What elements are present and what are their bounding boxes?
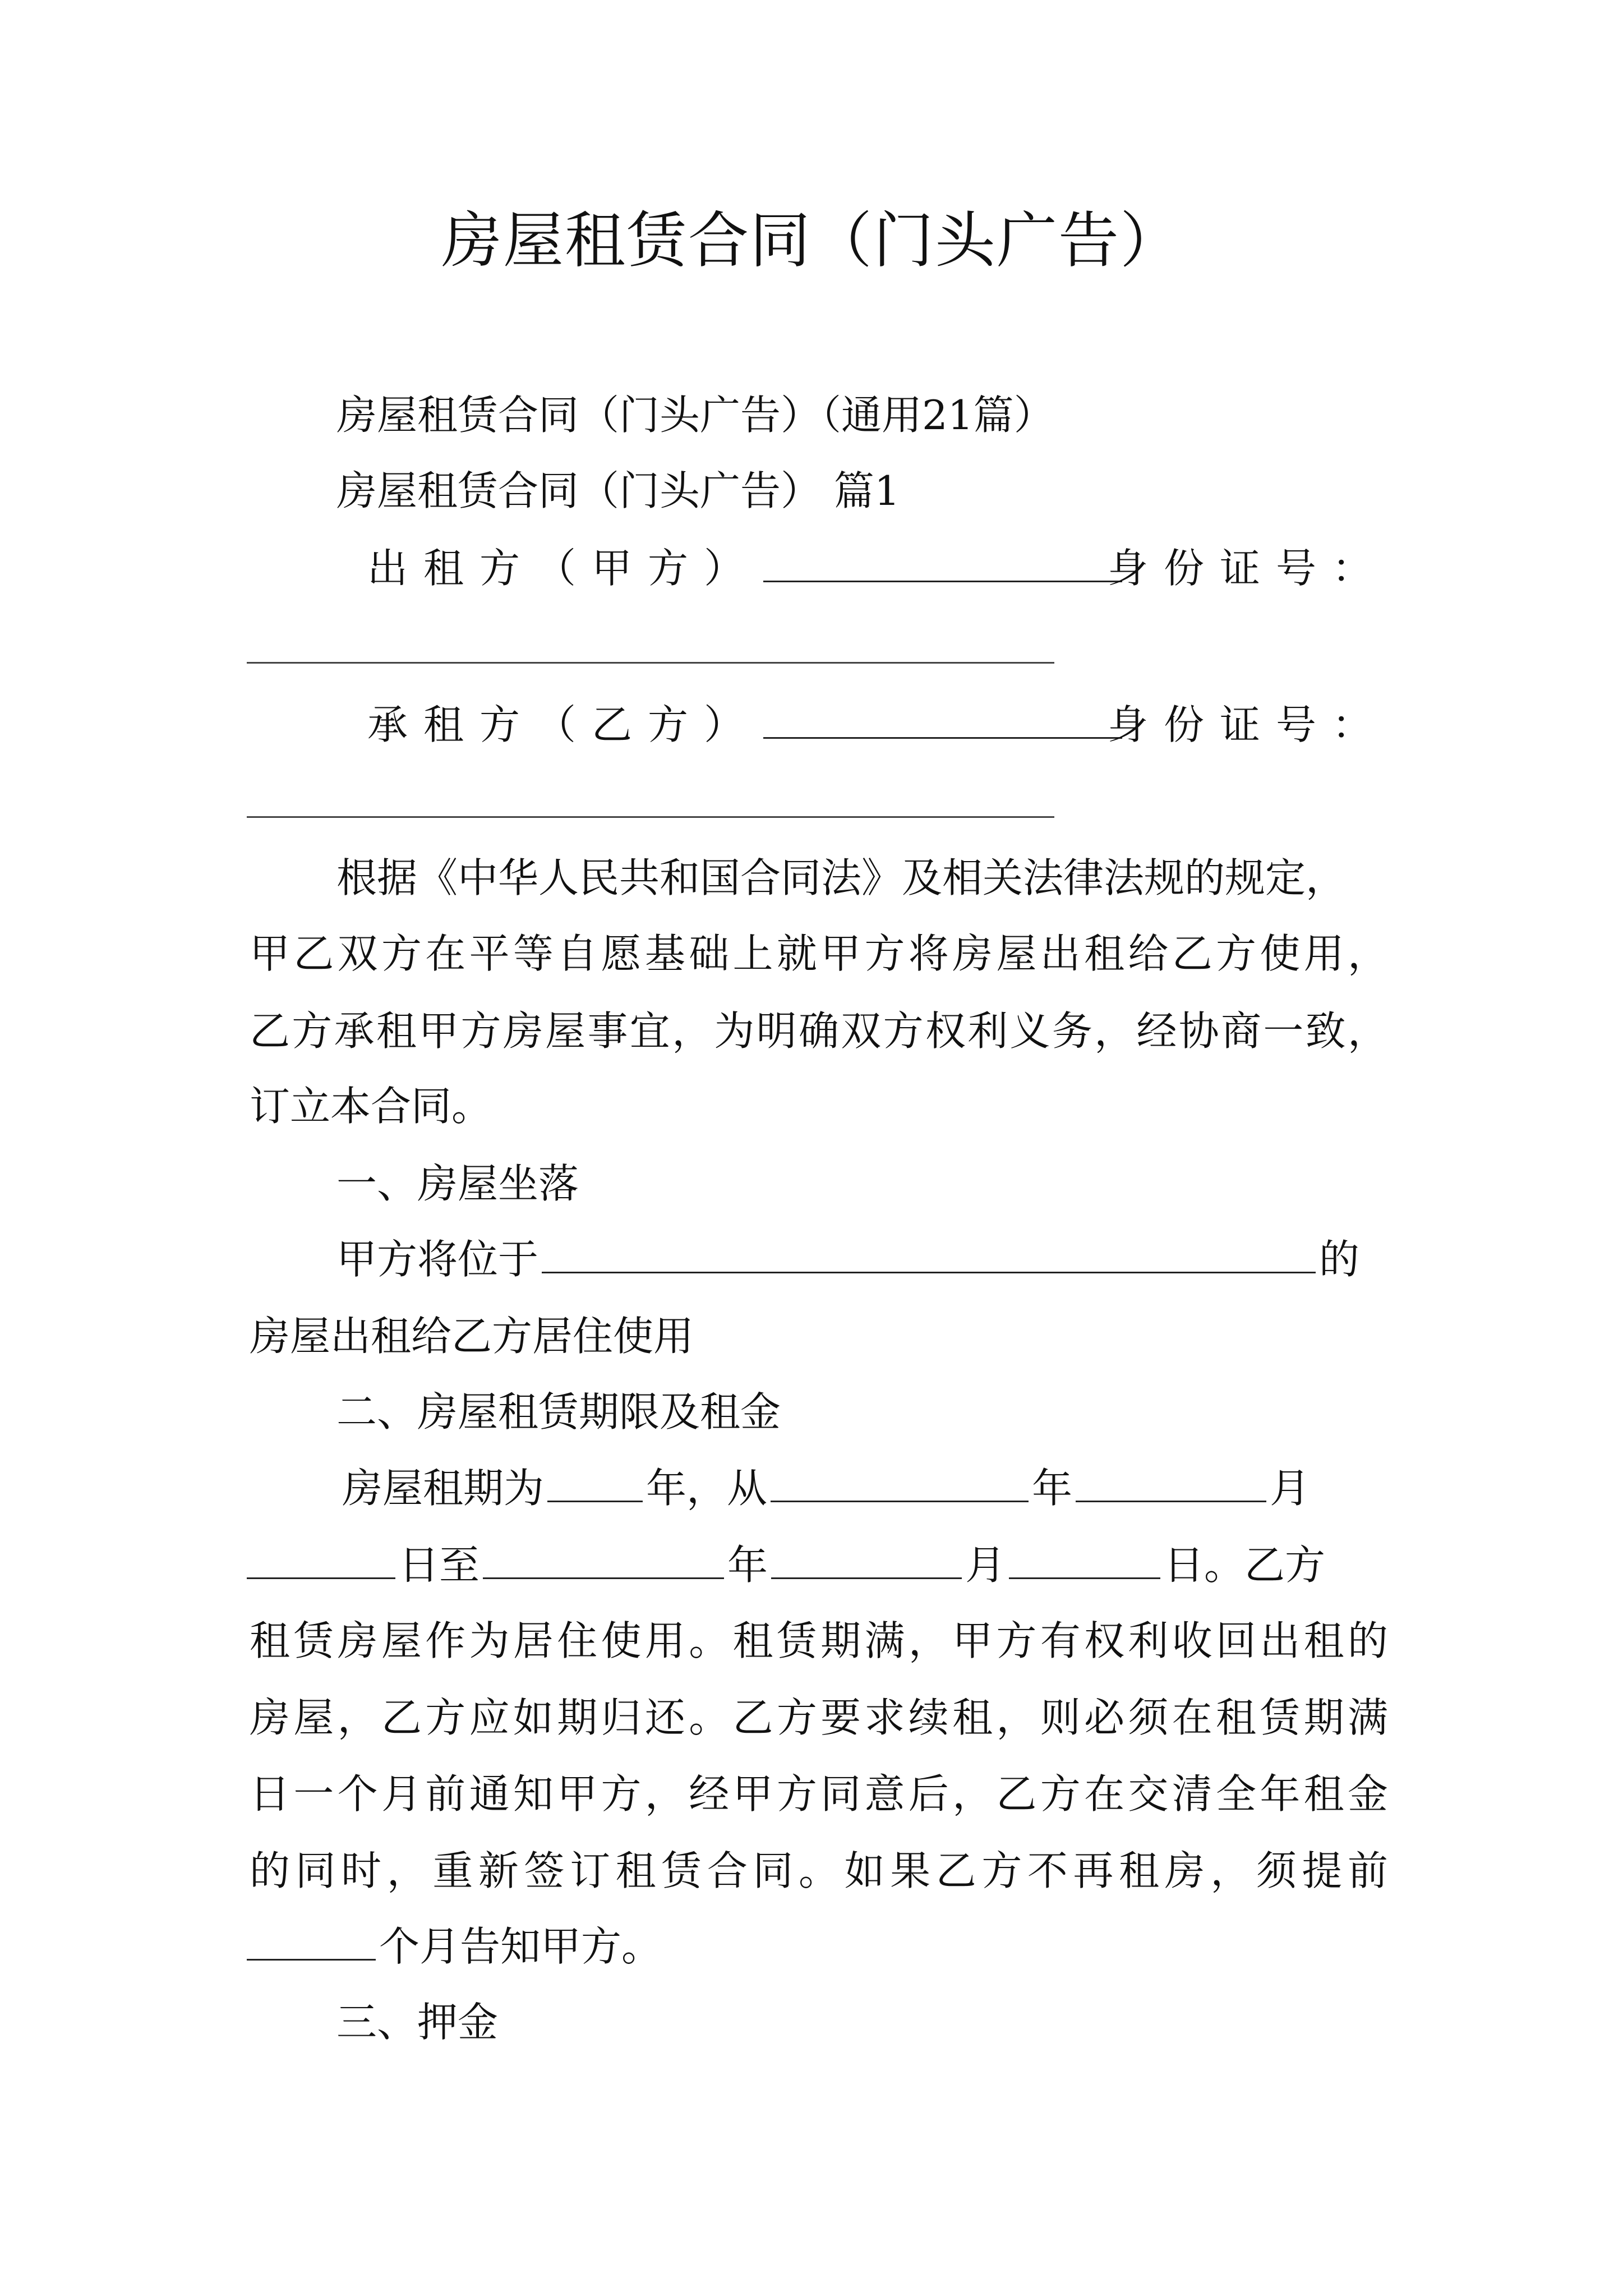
- notice-line: [247, 1918, 662, 1975]
- location-prefix: 甲方将位于: [336, 1236, 539, 1283]
- section-1-line-2: 房屋出租给乙方居住使用: [250, 1313, 694, 1360]
- start-month-label: 月: [1270, 1465, 1311, 1512]
- lessee-label: 承租方（乙方）: [367, 701, 760, 748]
- term-body-3: 日一个月前通知甲方，经甲方同意后，乙方在交清全年租金: [250, 1770, 1388, 1818]
- intro-line-1: 根据《中华人民共和国合同法》及相关法律法规的规定，: [336, 854, 1347, 901]
- term-from-label: 年，从: [646, 1465, 768, 1512]
- term-line-1: [342, 1460, 1310, 1516]
- end-year-label: 年: [727, 1542, 768, 1589]
- lessee-id-blank[interactable]: [247, 816, 1054, 818]
- lessor-id-label: 身份证号：: [1108, 545, 1389, 592]
- term-line-2: [247, 1537, 1325, 1593]
- lessee-id-label: 身份证号：: [1108, 701, 1389, 748]
- intro-line-4: 订立本合同。: [250, 1083, 492, 1130]
- document-title: 房屋租赁合同（门头广告）: [441, 206, 1182, 276]
- chapter-title: 房屋租赁合同（门头广告） 篇1: [336, 467, 900, 514]
- section-3-heading: 三、押金: [336, 1999, 499, 2046]
- end-month-blank[interactable]: [771, 1537, 962, 1579]
- start-day-to-label: 日至: [399, 1542, 480, 1589]
- section-2-heading: 二、房屋租赁期限及租金: [336, 1388, 781, 1435]
- section-1-line-1: [336, 1231, 1359, 1287]
- location-blank[interactable]: [542, 1231, 1316, 1273]
- term-label: 房屋租期为: [342, 1465, 545, 1512]
- location-suffix: 的: [1319, 1236, 1360, 1283]
- term-years-blank[interactable]: [547, 1460, 643, 1502]
- term-body-4: 的同时，重新签订租赁合同。如果乙方不再租房，须提前: [250, 1847, 1388, 1894]
- start-year-label: 年: [1032, 1465, 1073, 1512]
- lessor-name-blank[interactable]: [763, 540, 1122, 582]
- end-year-blank[interactable]: [483, 1537, 724, 1579]
- lessor-label: 出租方（甲方）: [367, 545, 760, 592]
- section-1-heading: 一、房屋坐落: [336, 1160, 579, 1207]
- term-body-1: 租赁房屋作为居住使用。租赁期满，甲方有权利收回出租的: [250, 1617, 1388, 1664]
- start-month-blank[interactable]: [1076, 1460, 1266, 1502]
- intro-line-3: 乙方承租甲方房屋事宜，为明确双方权利义务，经协商一致，: [250, 1007, 1388, 1055]
- notice-months-blank[interactable]: [247, 1918, 376, 1961]
- lessee-name-blank[interactable]: [763, 697, 1122, 739]
- start-day-blank[interactable]: [247, 1537, 395, 1579]
- end-day-label: 日。乙方: [1164, 1542, 1326, 1589]
- term-body-2: 房屋，乙方应如期归还。乙方要求续租，则必须在租赁期满: [250, 1694, 1388, 1741]
- lessor-row: [367, 540, 1126, 596]
- intro-line-2: 甲乙双方在平等自愿基础上就甲方将房屋出租给乙方使用，: [250, 930, 1388, 977]
- lessor-id-blank[interactable]: [247, 662, 1054, 664]
- notice-suffix: 个月告知甲方。: [379, 1923, 662, 1970]
- end-month-label: 月: [965, 1542, 1006, 1589]
- collection-title: 房屋租赁合同（门头广告）（通用21篇）: [336, 392, 1054, 439]
- lessee-row: [367, 697, 1126, 753]
- end-day-blank[interactable]: [1009, 1537, 1160, 1579]
- start-year-blank[interactable]: [771, 1460, 1029, 1502]
